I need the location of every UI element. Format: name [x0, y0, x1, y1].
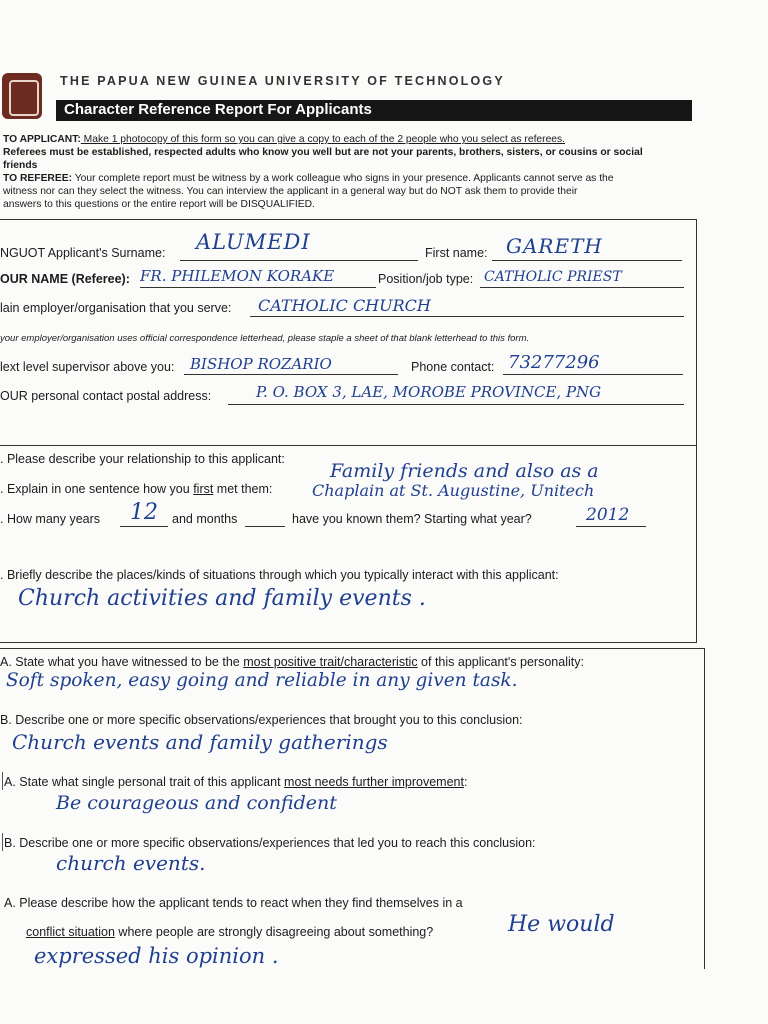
employer-label: lain employer/organisation that you serve: [0, 301, 232, 315]
improve-observation-value[interactable]: church events. [56, 851, 206, 875]
surname-label: NGUOT Applicant's Surname: [0, 246, 166, 260]
relationship-question: . Please describe your relationship to this applicant: [0, 452, 285, 466]
positive-trait-suffix: of this applicant's personality: [417, 655, 584, 669]
margin-tick-1 [2, 772, 3, 790]
first-met-prefix: . Explain in one sentence how you [0, 482, 194, 496]
situations-question: . Briefly describe the places/kinds of situations through which you typically interact with this applicant: [0, 568, 559, 582]
phone-label: Phone contact: [411, 360, 495, 374]
first-name-value[interactable]: GARETH [506, 234, 603, 258]
first-met-emphasis: first [193, 482, 214, 496]
years-question-c: have you known them? Starting what year? [292, 512, 532, 526]
positive-trait-emphasis: most positive trait/characteristic [243, 655, 418, 669]
applicant-instruction-line-2: Referees must be established, respected adults who know you well but are not your parents, brothers, sisters, or cousins or social [3, 147, 643, 158]
employer-line [250, 316, 684, 317]
years-question-a: . How many years [0, 512, 101, 526]
applicant-instruction-line-1 [3, 134, 565, 146]
months-line [245, 526, 285, 527]
supervisor-label: lext level supervisor above you: [0, 360, 175, 374]
positive-observation-value[interactable]: Church events and family gatherings [12, 730, 388, 754]
address-line [228, 404, 684, 405]
years-line [120, 526, 168, 527]
referee-label: TO REFEREE: [3, 173, 73, 184]
positive-observation-question: B. Describe one or more specific observations/experiences that brought you to this conclusion: [0, 713, 523, 727]
improve-observation-question: B. Describe one or more specific observations/experiences that led you to reach this conclusion: [4, 836, 536, 850]
applicant-instruction-line-3: friends [3, 160, 38, 171]
position-label: Position/job type: [378, 272, 474, 286]
conflict-question-suffix: where people are strongly disagreeing about something? [114, 925, 434, 939]
positive-trait-value[interactable]: Soft spoken, easy going and reliable in any given task. [6, 670, 518, 691]
first-met-suffix: met them: [213, 482, 273, 496]
address-label: OUR personal contact postal address: [0, 389, 212, 403]
years-question-b: and months [172, 512, 238, 526]
situations-value[interactable]: Church activities and family events . [18, 586, 426, 611]
improve-trait-prefix: A. State what single personal trait of this applicant [4, 775, 285, 789]
position-line [480, 287, 684, 288]
conflict-question-line-1: A. Please describe how the applicant tends to react when they find themselves in a [4, 896, 463, 910]
start-year-line [576, 526, 646, 527]
phone-line [503, 374, 683, 375]
referee-text-1: Your complete report must be witness by a work colleague who signs in your presence. Applicants cannot serve as the [72, 173, 614, 184]
first-met-value-2[interactable]: Chaplain at St. Augustine, Unitech [312, 481, 595, 500]
referee-name-label: OUR NAME (Referee): [0, 272, 130, 286]
years-value[interactable]: 12 [130, 500, 158, 525]
surname-line [180, 260, 418, 261]
conflict-value-2[interactable]: expressed his opinion . [34, 944, 279, 968]
applicant-text-1: Make 1 photocopy of this form so you can give a copy to each of the 2 people who you select as referees. [80, 134, 566, 145]
phone-value[interactable]: 73277296 [508, 352, 600, 373]
conflict-emphasis: conflict situation [26, 925, 115, 939]
report-title: Character Reference Report For Applicants [64, 101, 372, 118]
supervisor-value[interactable]: BISHOP ROZARIO [190, 355, 332, 373]
improve-trait-suffix: : [463, 775, 468, 789]
referee-instruction-line-2: witness nor can they select the witness. You can interview the applicant in a general way but do NOT ask them to provide their [3, 186, 578, 197]
improve-trait-question [4, 775, 467, 789]
employer-value[interactable]: CATHOLIC CHURCH [258, 296, 431, 315]
improve-trait-emphasis: most needs further improvement [284, 775, 464, 789]
referee-instruction-line-1 [3, 173, 614, 185]
margin-tick-2 [2, 833, 3, 851]
university-name: THE PAPUA NEW GUINEA UNIVERSITY OF TECHNOLOGY [60, 74, 505, 88]
first-met-value-1[interactable]: Family friends and also as a [330, 460, 599, 482]
conflict-value-1[interactable]: He would [508, 912, 615, 937]
first-name-label: First name: [425, 246, 488, 260]
referee-name-line [140, 287, 376, 288]
applicant-label: TO APPLICANT: [3, 134, 81, 145]
position-value[interactable]: CATHOLIC PRIEST [484, 269, 622, 285]
improve-trait-value[interactable]: Be courageous and confident [56, 792, 337, 814]
supervisor-line [184, 374, 398, 375]
referee-name-value[interactable]: FR. PHILEMON KORAKE [140, 267, 335, 285]
letterhead-note: your employer/organisation uses official correspondence letterhead, please staple a sheet of that blank letterhead to this form. [0, 333, 530, 344]
address-value[interactable]: P. O. BOX 3, LAE, MOROBE PROVINCE, PNG [256, 383, 602, 401]
first-met-question [0, 482, 272, 496]
crest-emblem [9, 80, 39, 116]
referee-instruction-line-3: answers to this questions or the entire report will be DISQUALIFIED. [3, 199, 315, 210]
positive-trait-prefix: A. State what you have witnessed to be the [0, 655, 244, 669]
first-name-line [492, 260, 682, 261]
conflict-question-line-2 [26, 925, 433, 939]
start-year-value[interactable]: 2012 [586, 505, 630, 525]
surname-value[interactable]: ALUMEDI [196, 230, 311, 254]
positive-trait-question [0, 655, 584, 669]
